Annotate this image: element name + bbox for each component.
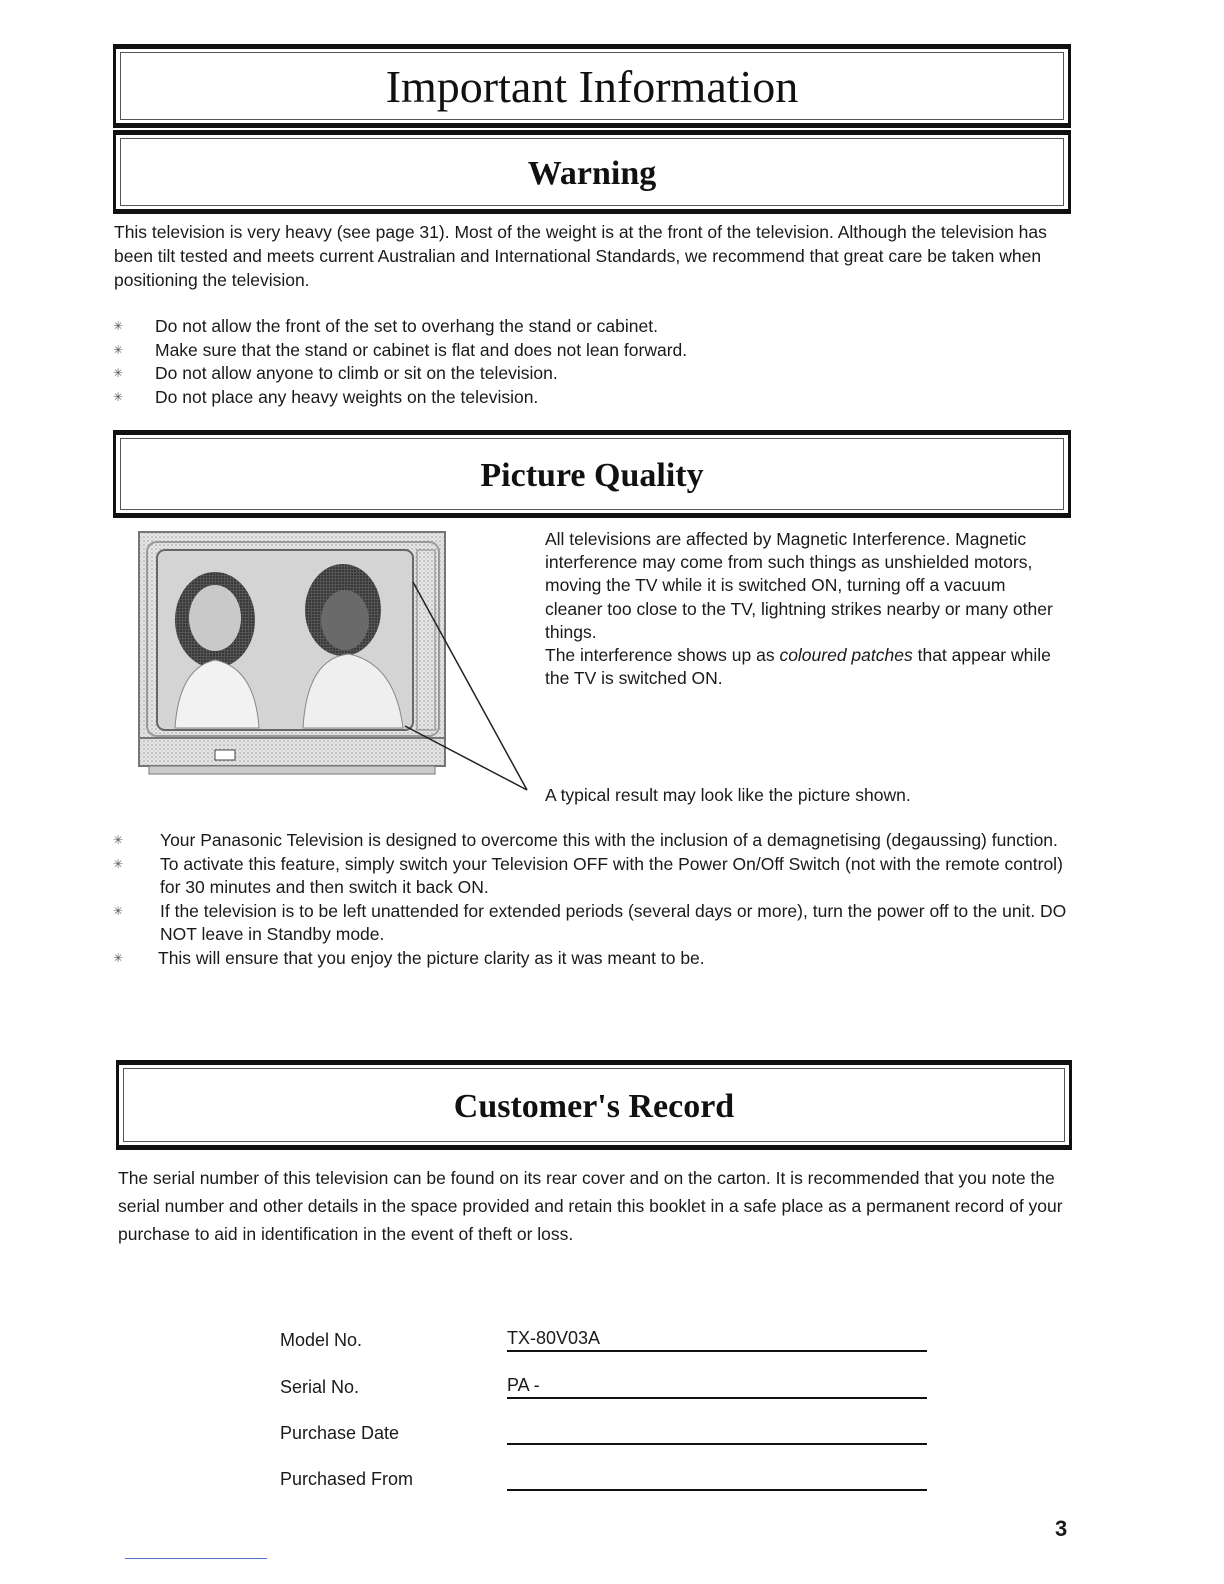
- bullet-text: If the television is to be left unattended for extended periods (several days or more), turn the power off to the unit. DO NOT leave in Standby mode.: [160, 900, 1067, 944]
- footer-rule: [125, 1558, 267, 1559]
- asterisk-bullet-icon: ✳: [113, 903, 124, 918]
- bullet-text: Do not allow anyone to climb or sit on the television.: [155, 363, 558, 383]
- important-information-banner: [113, 44, 1071, 128]
- customers-record-intro: The serial number of this television can be found on its rear cover and on the carton. It is recommended that you note the serial number and other details in the space provided and retain this booklet in a safe place as a permanent record of your purchase to aid in identification in the event of theft or loss.: [118, 1168, 1063, 1244]
- list-item: [113, 829, 1073, 853]
- purchased-from-label: Purchased From: [280, 1469, 414, 1489]
- model-number-field[interactable]: TX-80V03A: [507, 1328, 927, 1352]
- list-item: [113, 853, 1073, 900]
- warning-heading: Warning: [527, 155, 657, 192]
- warning-intro: This television is very heavy (see page 31). Most of the weight is at the front of the television. Although the television has been tilt tested and meets current Australian and International Standards, we recommend that great care be taken when positioning the television.: [114, 222, 1047, 290]
- asterisk-bullet-icon: ✳: [113, 389, 124, 404]
- page-title: Important Information: [385, 60, 799, 112]
- bullet-text: Make sure that the stand or cabinet is flat and does not lean forward.: [155, 339, 688, 360]
- description-text: The interference shows up as: [545, 645, 780, 666]
- list-item: [113, 386, 1013, 410]
- description-text: All televisions are affected by Magnetic Interference. Magnetic interference may come from such things as unshielded motors, moving the TV while it is switched ON, turning off a vacuum cleaner too close to the TV, lightning strikes nearby or many other things.: [545, 529, 1053, 642]
- asterisk-bullet-icon: ✳: [113, 856, 124, 871]
- description-emphasis: coloured patches: [779, 645, 913, 666]
- bullet-text: Your Panasonic Television is designed to overcome this with the inclusion of a demagnetising (degaussing) function.: [160, 830, 1058, 850]
- customers-record-banner: [116, 1060, 1072, 1150]
- purchase-date-field[interactable]: [507, 1421, 927, 1445]
- asterisk-bullet-icon: ✳: [113, 366, 124, 380]
- asterisk-bullet-icon: ✳: [113, 833, 124, 847]
- television-illustration: [135, 528, 545, 808]
- asterisk-bullet-icon: ✳: [113, 319, 124, 333]
- illustration-caption: A typical result may look like the picture shown.: [545, 785, 911, 805]
- warning-bullet-list: [113, 315, 1013, 409]
- description-text: that appear while the TV is switched ON.: [545, 645, 1051, 689]
- purchased-from-field[interactable]: [507, 1467, 927, 1491]
- model-number-label: Model No.: [280, 1330, 363, 1350]
- list-item: [113, 362, 1013, 386]
- bullet-text: Do not allow the front of the set to overhang the stand or cabinet.: [155, 316, 658, 336]
- picture-quality-description: [545, 528, 1065, 690]
- warning-banner: [113, 130, 1071, 214]
- list-item: [113, 900, 1073, 947]
- bullet-text: This will ensure that you enjoy the picture clarity as it was meant to be.: [158, 947, 705, 968]
- asterisk-bullet-icon: ✳: [113, 950, 124, 965]
- serial-number-label: Serial No.: [280, 1377, 360, 1397]
- purchase-date-label: Purchase Date: [280, 1423, 400, 1443]
- list-item: [113, 315, 1013, 339]
- asterisk-bullet-icon: ✳: [113, 342, 124, 357]
- list-item: [113, 339, 1013, 363]
- picture-quality-banner: [113, 430, 1071, 518]
- bullet-text: To activate this feature, simply switch your Television OFF with the Power On/Off Switch (not with the remote control) for 30 minutes and then switch it back ON.: [160, 853, 1063, 897]
- serial-number-field[interactable]: PA -: [507, 1375, 927, 1399]
- picture-quality-heading: Picture Quality: [480, 457, 704, 494]
- picture-quality-bullet-list: [113, 829, 1073, 970]
- page-number: 3: [1055, 1516, 1068, 1541]
- list-item: [113, 947, 1073, 971]
- bullet-text: Do not place any heavy weights on the television.: [155, 386, 539, 407]
- customers-record-heading: Customer's Record: [453, 1088, 735, 1125]
